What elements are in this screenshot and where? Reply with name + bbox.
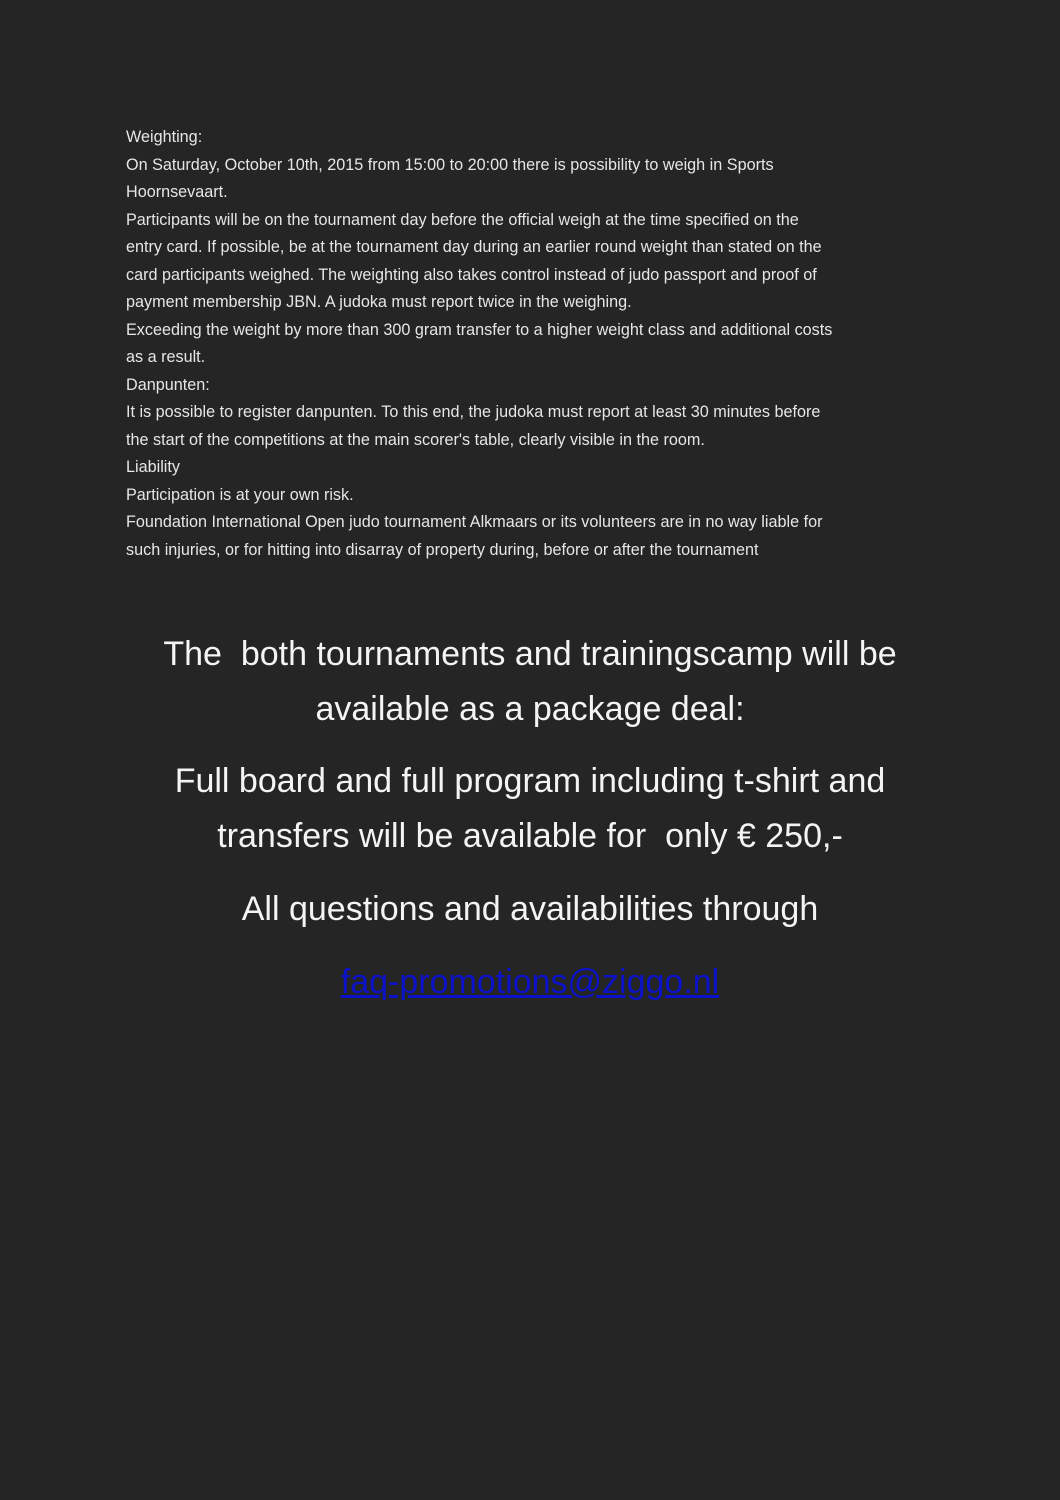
offer-line: Full board and full program including t-shirt and: [174, 762, 886, 800]
tournament-info-text: [126, 124, 936, 564]
email-link[interactable]: faq-promotions@ziggo.nl: [340, 963, 720, 1001]
text-line: Participation is at your own risk.: [126, 485, 354, 504]
package-line: The both tournaments and trainingscamp will be: [163, 635, 897, 673]
text-line: Foundation International Open judo tournament Alkmaars or its volunteers are in no way liable for: [126, 513, 823, 531]
heading-danpunten: Danpunten:: [126, 375, 210, 394]
heading-weighting: Weighting:: [126, 128, 203, 146]
text-line: as a result.: [126, 348, 206, 366]
heading-liability: Liability: [126, 458, 180, 476]
questions-line: All questions and availabilities through: [241, 890, 819, 928]
text-line: Exceeding the weight by more than 300 gram transfer to a higher weight class and additional costs: [126, 320, 833, 339]
text-line: payment membership JBN. A judoka must report twice in the weighing.: [126, 293, 632, 311]
offer-text: [80, 754, 980, 864]
offer-line: transfers will be available for only € 250,-: [217, 817, 843, 855]
text-line: entry card. If possible, be at the tournament day during an earlier round weight than stated on the: [126, 238, 822, 256]
package-deal-section: [80, 627, 980, 1010]
text-line: Participants will be on the tournament day before the official weigh at the time specified on the: [126, 210, 799, 229]
text-line: card participants weighed. The weighting also takes control instead of judo passport and proof of: [126, 265, 817, 284]
questions-text: [80, 882, 980, 937]
text-line: such injuries, or for hitting into disarray of property during, before or after the tournament: [126, 540, 759, 559]
email-container: [80, 955, 980, 1010]
package-deal-heading: [80, 627, 980, 737]
text-line: the start of the competitions at the main scorer's table, clearly visible in the room.: [126, 430, 705, 449]
text-line: On Saturday, October 10th, 2015 from 15:00 to 20:00 there is possibility to weigh in Sports: [126, 155, 774, 174]
package-line: available as a package deal:: [315, 690, 745, 728]
text-line: Hoornsevaart.: [126, 183, 228, 201]
text-line: It is possible to register danpunten. To this end, the judoka must report at least 30 minutes before: [126, 403, 821, 421]
